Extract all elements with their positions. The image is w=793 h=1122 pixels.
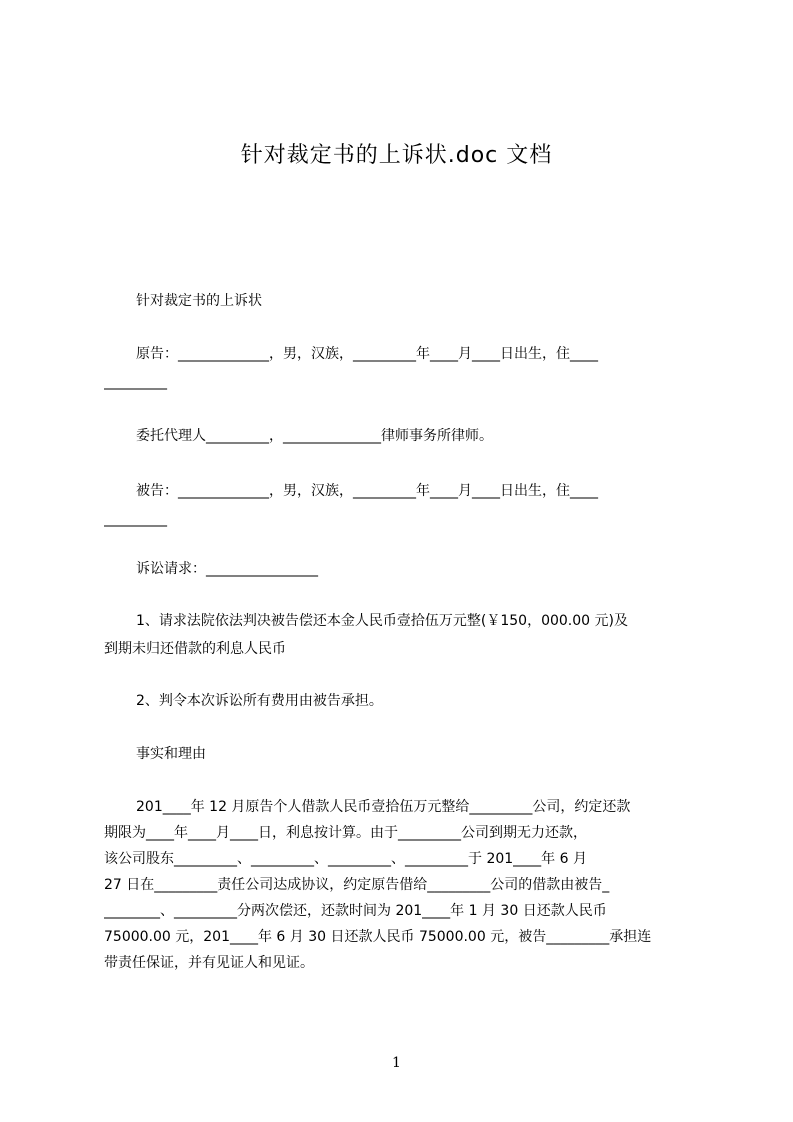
claim-2: 2、判令本次诉讼所有费用由被告承担。 <box>136 693 383 709</box>
defendant-line-1: 被告：_____________，男，汉族，_________年____月____日出生，住____ <box>136 483 598 499</box>
claims-label: 诉讼请求：________________ <box>136 561 318 577</box>
facts-line-2: 期限为____年____月____日，利息按计算。由于_________公司到期无力还款， <box>104 825 587 841</box>
claim-1-line-1: 1、请求法院依法判决被告偿还本金人民币壹拾伍万元整(￥150，000.00 元)及 <box>136 613 628 629</box>
agent-line: 委托代理人_________，______________律师事务所律师。 <box>136 428 493 444</box>
defendant-line-2: _________ <box>104 511 167 527</box>
plaintiff-line-1: 原告：_____________，男，汉族，_________年____月____日出生，住____ <box>136 346 598 362</box>
facts-line-3: 该公司股东_________、_________、_________、_________于 201____年 6 月 <box>104 851 587 867</box>
document-heading: 针对裁定书的上诉状 <box>136 293 262 309</box>
document-title: 针对裁定书的上诉状.doc 文档 <box>240 143 553 168</box>
facts-line-7: 带责任保证，并有见证人和见证。 <box>104 955 314 971</box>
facts-heading: 事实和理由 <box>136 746 206 762</box>
plaintiff-line-2: _________ <box>104 374 167 390</box>
page-number: 1 <box>392 1055 401 1071</box>
claim-1-line-2: 到期未归还借款的利息人民币 <box>104 641 286 657</box>
facts-line-5: ________、_________分两次偿还，还款时间为 201____年 1 月 30 日还款人民币 <box>104 903 607 919</box>
facts-line-6: 75000.00 元，201____年 6 月 30 日还款人民币 75000.00 元，被告_________承担连 <box>104 929 652 945</box>
facts-line-4: 27 日在_________责任公司达成协议，约定原告借给_________公司的借款由被告_ <box>104 877 610 893</box>
facts-line-1: 201____年 12 月原告个人借款人民币壹拾伍万元整给_________公司，约定还款 <box>136 799 631 815</box>
